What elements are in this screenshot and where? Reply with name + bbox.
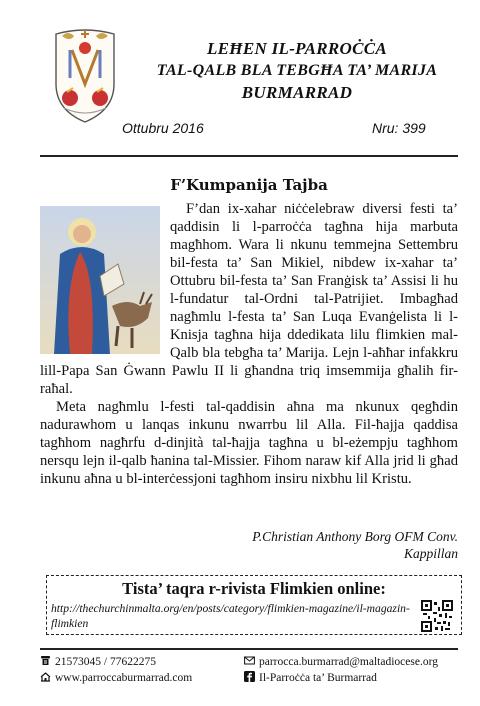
footer-phone [40, 655, 156, 669]
online-magazine-box [46, 575, 462, 635]
article-paragraph-2: Meta nagħmlu l-festi tal-qaddisin aħna ma nkunux qegħdin nadurawhom u lanqas inkunu nwarrbu lil Alla. Fil-ħajja qaddisa tagħhom nagħrfu d-dinjità tal-ħajja tagħna u bl-eżempju tagħhom nersqu lejn il-qalb ħanina tal-Missier. Fihom naraw kif Alla jrid li għad inkunu aħna u bl-interċessjoni tagħhom insiru nixbhu lil Kristu. [40, 399, 458, 487]
signature-name: P.Christian Anthony Borg OFM Conv. [252, 529, 458, 544]
facebook-page-name[interactable]: Il-Parroċċa ta’ Burmarrad [259, 672, 377, 684]
masthead-title [132, 38, 462, 104]
phone-icon [40, 655, 51, 666]
signature [252, 528, 458, 562]
parish-crest-icon [50, 26, 120, 126]
article-title: F’Kumpanija Tajba [170, 176, 328, 194]
masthead-line-3: BURMARRAD [241, 83, 353, 102]
header-divider [40, 155, 458, 157]
magazine-link[interactable]: http://thechurchinmalta.org/en/posts/category/flimkien-magazine/il-magazin-flimkien [51, 602, 410, 630]
masthead-line-1: LEĦEN IL-PARROĊĊA [206, 39, 387, 58]
signature-role: Kappillan [403, 546, 458, 561]
article-paragraph-1: F’dan ix-xahar niċċelebraw diversi festi ta’ qaddisin li l-parroċċa tagħna hija marbuta magħhom. Wara li nkunu temmejna Settembru bil-festa ta’ San Mikiel, nibdew ix-xahar ta’ Ottubru bil-festa ta’ San Franġisk ta’ Assisi li hu l-fundatur tal-Ordni tal-Patrijiet. Imbagħad nagħmlu l-festa ta’ San Luqa Evanġelista li l-Knisja tagħna hija ddedikata lilu flimkien mal-Qalb bla tebgħa ta’ Marija. Lejn l-aħħar infakkru lill-Papa San Ġwann Pawlu II li għandna triq imsemmija għalih fir-raħal. [40, 201, 458, 397]
footer-website[interactable] [40, 671, 192, 685]
promo-title: Tista’ taqra r-rivista Flimkien online: [122, 579, 386, 598]
email-icon [244, 655, 255, 666]
footer-divider [40, 648, 458, 650]
website-link[interactable]: www.parroccaburmarrad.com [55, 672, 193, 684]
article-body [40, 200, 458, 488]
saint-illustration [40, 206, 160, 354]
issue-number: Nru: 399 [372, 120, 426, 136]
globe-icon [40, 671, 51, 682]
qr-code-icon[interactable] [421, 600, 453, 632]
footer-facebook[interactable] [244, 671, 377, 685]
phone-number: 21573045 / 77622275 [55, 656, 156, 668]
masthead-line-2: TAL-QALB BLA TEBGĦA TA’ MARIJA [156, 62, 438, 79]
facebook-icon [244, 671, 255, 682]
footer-email[interactable] [244, 655, 438, 669]
issue-date: Ottubru 2016 [122, 120, 204, 136]
email-address[interactable]: parrocca.burmarrad@maltadiocese.org [259, 656, 438, 668]
header [0, 0, 480, 160]
